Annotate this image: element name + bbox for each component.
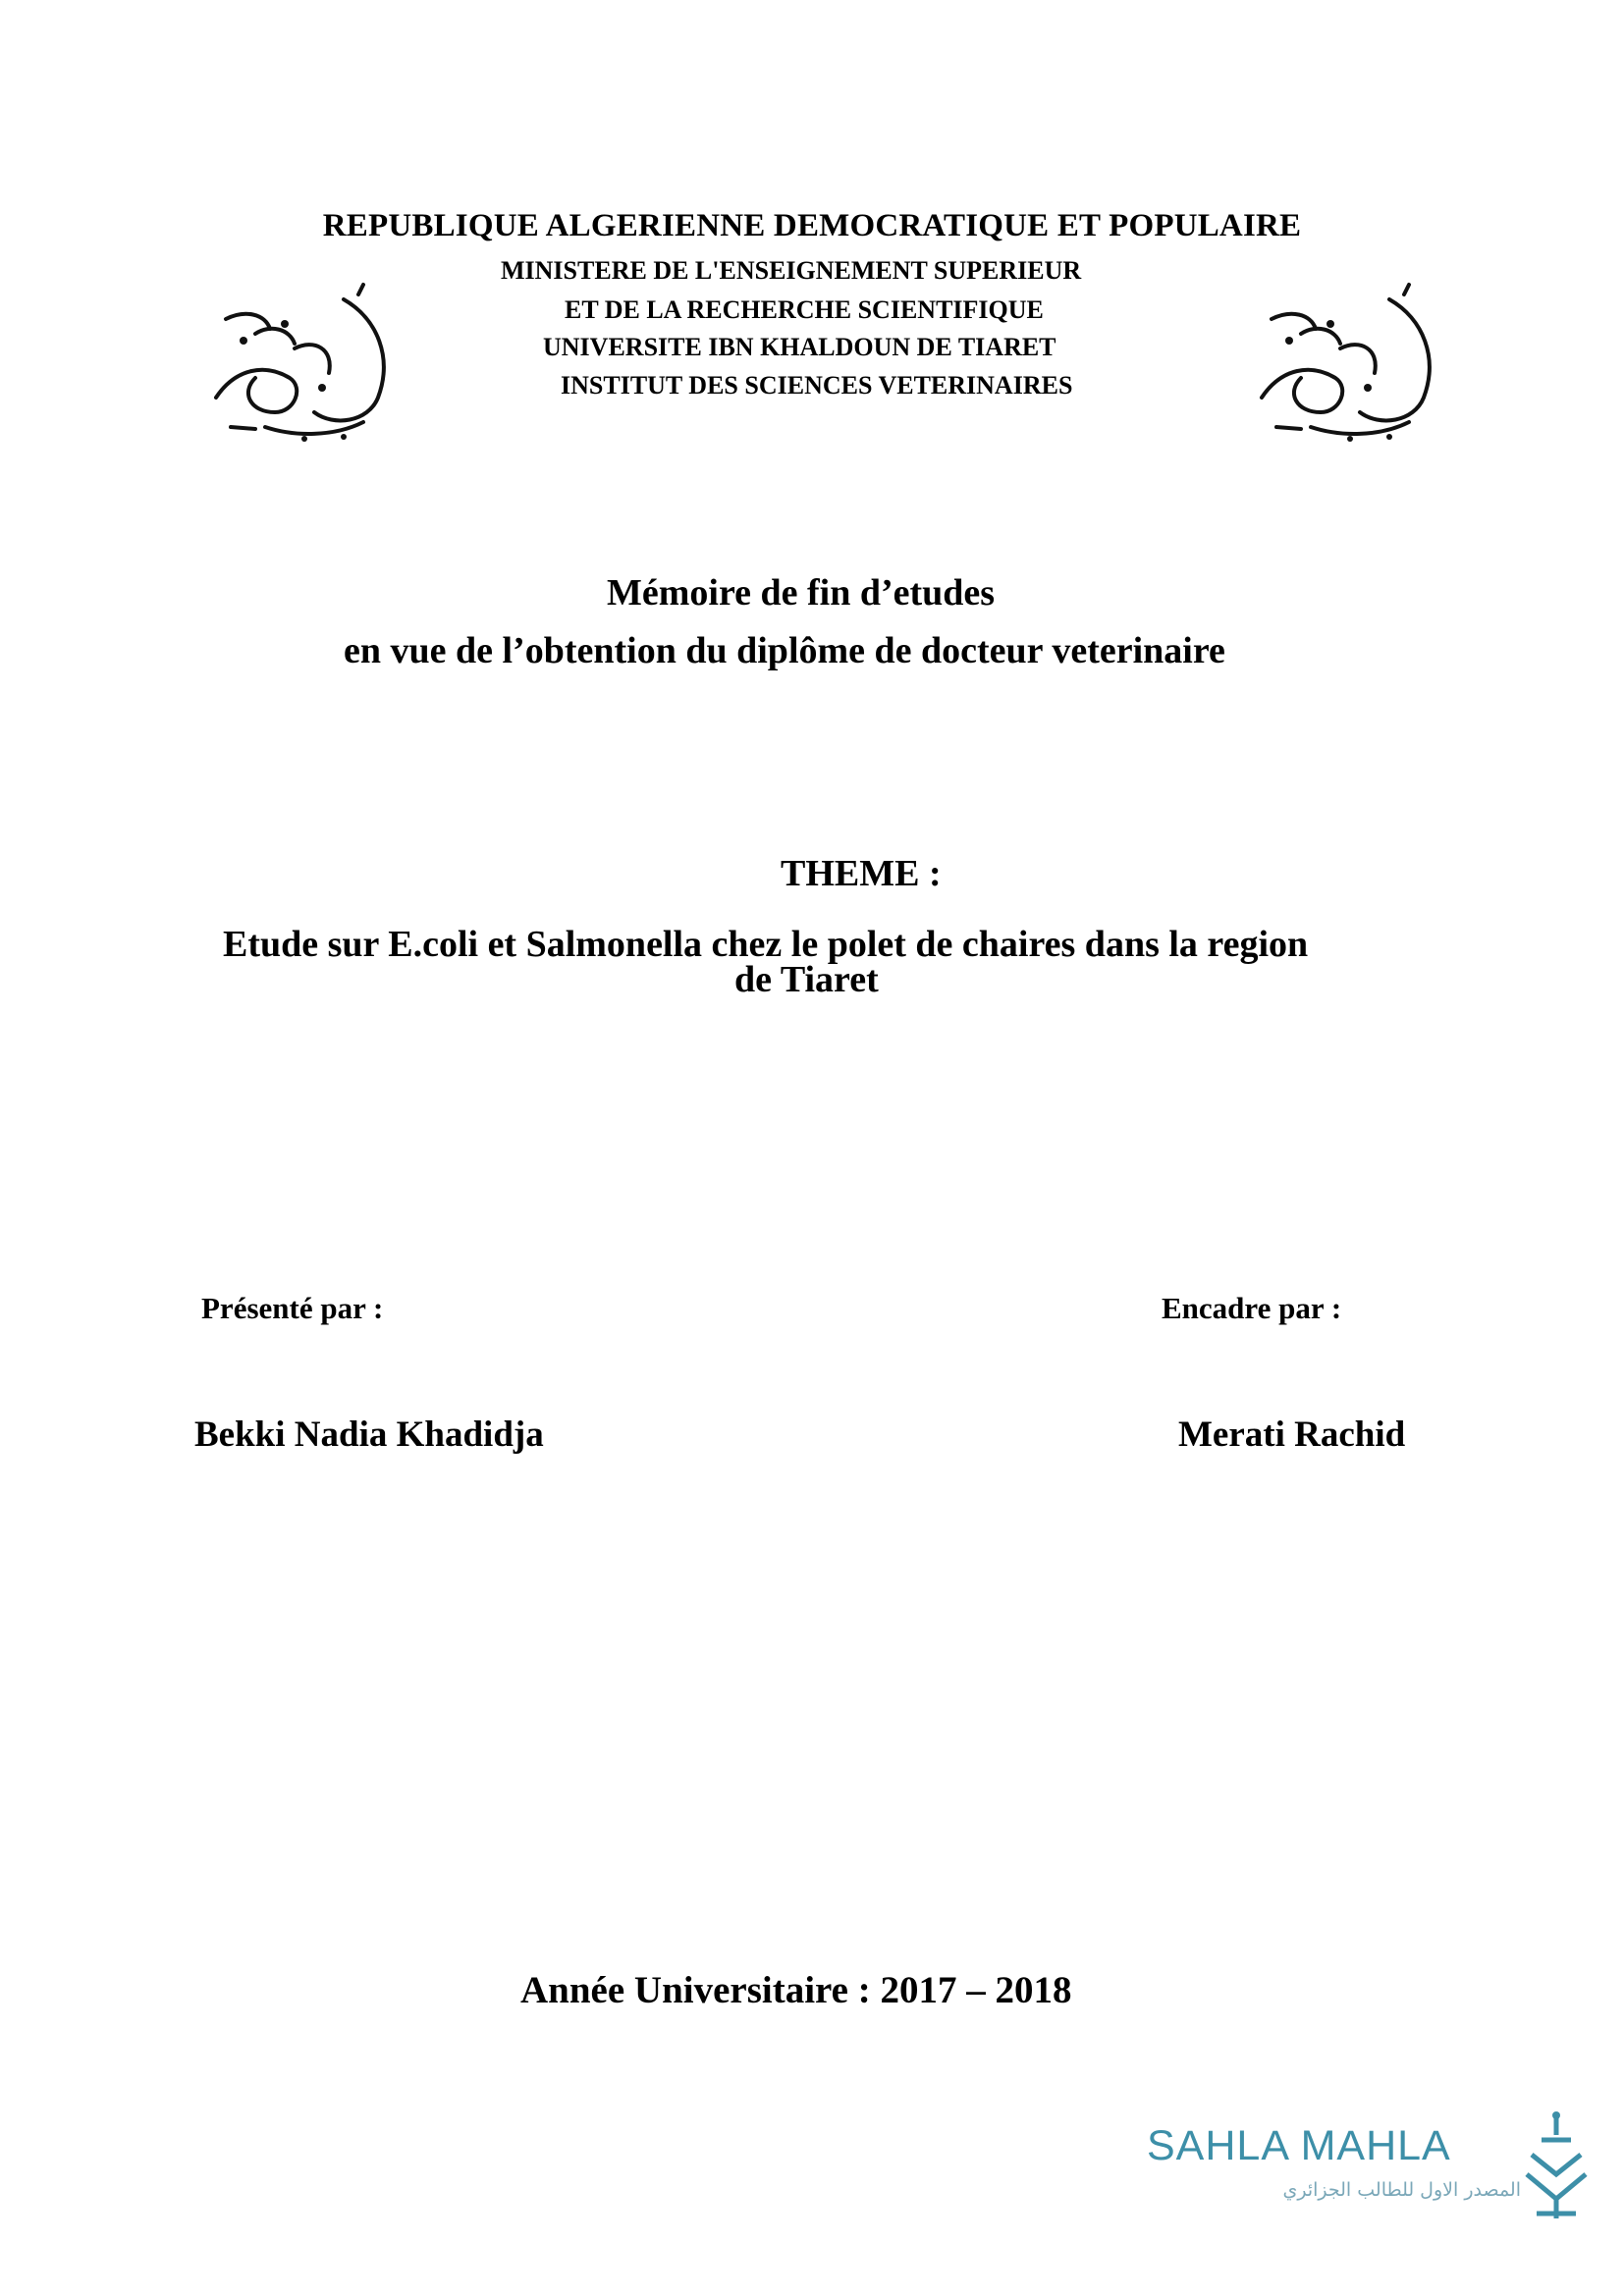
institute-name: INSTITUT DES SCIENCES VETERINAIRES [561,371,1073,400]
presented-by-label: Présenté par : [201,1291,384,1325]
theme-title-line-2: de Tiaret [734,959,879,1000]
watermark-brand: SAHLA MAHLA [1147,2122,1451,2169]
theme-title-line-1: Etude sur E.coli et Salmonella chez le polet de chaires dans la region [223,924,1309,965]
calligraphy-logo-icon [196,280,412,447]
university-logo-left [196,280,412,447]
university-logo-right [1242,280,1458,447]
student-name: Bekki Nadia Khadidja [194,1415,544,1455]
ministry-line-1: MINISTERE DE L'ENSEIGNEMENT SUPERIEUR [501,256,1082,285]
watermark-tagline: المصدر الاول للطالب الجزائري [1282,2179,1521,2201]
memoire-title: Mémoire de fin d’etudes [607,572,996,614]
theme-label: THEME : [781,853,942,894]
ministry-line-2: ET DE LA RECHERCHE SCIENTIFIQUE [565,295,1044,324]
calligraphy-logo-icon [1242,280,1458,447]
supervised-by-label: Encadre par : [1162,1291,1342,1325]
sahla-mahla-watermark [1139,2110,1600,2228]
republic-heading: REPUBLIQUE ALGERIENNE DEMOCRATIQUE ET POPULAIRE [322,208,1302,243]
sahla-mahla-logo-icon [1517,2110,1596,2223]
academic-year: Année Universitaire : 2017 – 2018 [520,1969,1072,2011]
university-name: UNIVERSITE IBN KHALDOUN DE TIARET [543,333,1056,361]
supervisor-name: Merati Rachid [1178,1415,1406,1455]
memoire-subtitle: en vue de l’obtention du diplôme de docteur veterinaire [344,630,1225,671]
